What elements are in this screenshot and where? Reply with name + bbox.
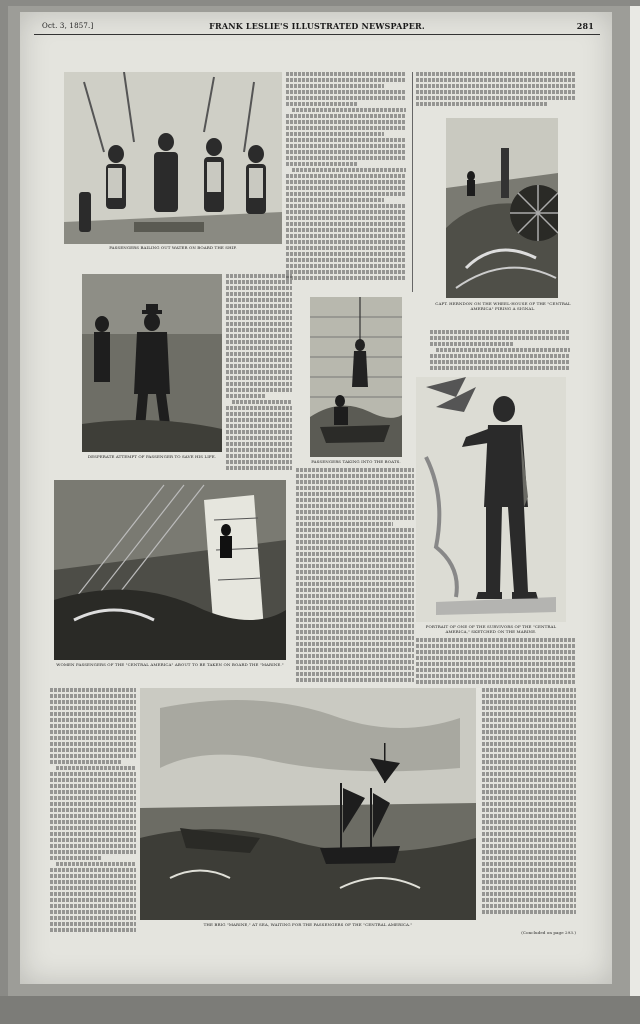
engraving-wheelhouse [446, 118, 558, 298]
engraving-bailing [64, 72, 282, 244]
caption-wheelhouse: CAPT. HERNDON ON THE WHEEL-HOUSE OF THE "CENTRAL AMERICA" FIRING A SIGNAL. [435, 301, 571, 311]
text-column-narrow [226, 274, 292, 474]
caption-survivor: PORTRAIT OF ONE OF THE SURVIVORS OF THE "CENTRAL AMERICA," SKETCHED ON THE MARINE. [425, 624, 557, 634]
caption-bailing: PASSENGERS BAILING OUT WATER ON BOARD THE SHIP. [109, 245, 237, 250]
continued-note: (Concluded on page 293.) [521, 930, 576, 935]
caption-women-passengers: WOMEN PASSENGERS OF THE "CENTRAL AMERICA" ABOUT TO BE TAKEN ON BOARD THE "MARINE." [56, 662, 284, 667]
engraving-desperate-attempt [82, 274, 222, 452]
text-column-right-lower [416, 638, 576, 686]
engraving-survivor [416, 377, 566, 622]
page-header [34, 18, 600, 35]
newspaper-page [20, 12, 612, 984]
engraving-women-passengers [54, 480, 286, 660]
caption-boats: PASSENGERS TAKING INTO THE BOATS. [311, 459, 401, 464]
text-column-right-bottom [482, 688, 576, 926]
text-column-center-top [286, 72, 406, 292]
text-column-center-lower [296, 468, 414, 684]
engraving-boats [310, 297, 402, 457]
text-column-right-top [416, 72, 576, 116]
text-column-right-mid [430, 330, 570, 376]
page-number: 281 [576, 21, 594, 31]
column-rule [412, 72, 413, 292]
newspaper-title: FRANK LESLIE'S ILLUSTRATED NEWSPAPER. [209, 21, 425, 31]
caption-brig-marine: THE BRIG "MARINE," AT SEA, WAITING FOR THE PASSENGERS OF THE "CENTRAL AMERICA." [203, 922, 413, 927]
issue-date: Oct. 3, 1857.] [42, 22, 94, 30]
caption-desperate-attempt: DESPERATE ATTEMPT OF PASSENGER TO SAVE HIS LIFE. [87, 454, 217, 459]
engraving-brig-marine [140, 688, 476, 920]
scan-bottom-edge [0, 996, 640, 1024]
text-column-left-bottom [50, 688, 136, 938]
